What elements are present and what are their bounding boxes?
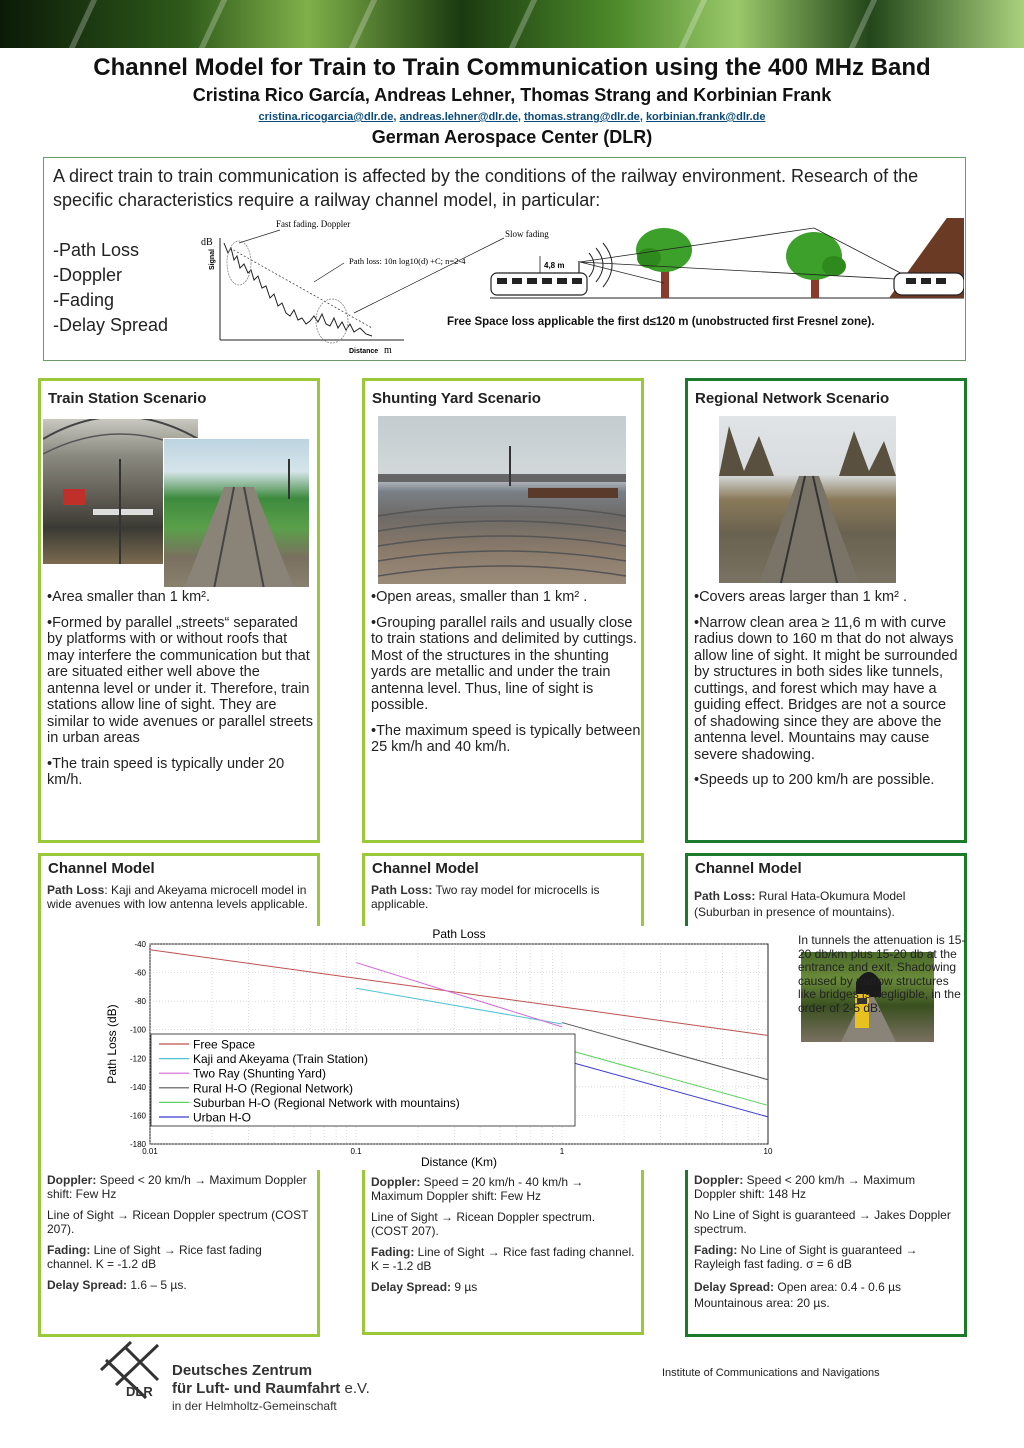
path-loss-text: Path Loss: Rural Hata-Okumura Model (Suburban in presence of mountains).: [694, 889, 906, 919]
y-tick-label: -160: [129, 1111, 146, 1121]
slow-fading-label: Slow fading: [505, 229, 549, 239]
dlr-name: Deutsches Zentrum für Luft- und Raumfahrt e.V.: [172, 1362, 370, 1397]
fresnel-note: Free Space loss applicable the first d≤120 m (unobstructed first Fresnel zone).: [447, 316, 875, 328]
y-tick-label: -80: [134, 997, 146, 1007]
path-loss-text: Path Loss: Two ray model for microcells is applicable.: [371, 883, 600, 911]
shunting-yard-box: [362, 378, 644, 843]
bullet: •Grouping parallel rails and usually close to train stations and delimited by cuttings. Most of the structures in the shunting yards are metallic and under the train antenna level. Thus, line of sight is possible.: [371, 614, 637, 713]
legend-entry: Two Ray (Shunting Yard): [193, 1066, 326, 1081]
bullet: •Narrow clean area ≥ 11,6 m with curve radius down to 160 m that do not always allow line of sight. It might be surrounded by structures in both sides like tunnels, cuttings, and forest which may have a guiding effect. Bridges are not a source of shadowing since they are above the antenna level. Mountains may cause severe shadowing.: [694, 614, 958, 763]
legend-entry: Suburban H-O (Regional Network with mountains): [193, 1095, 460, 1110]
intro-box: [43, 157, 966, 361]
x-tick-label: 10: [763, 1147, 773, 1156]
m-label: m: [384, 345, 392, 356]
legend-entry: Kaji and Akeyama (Train Station): [193, 1052, 368, 1067]
box-title: Channel Model: [372, 860, 479, 877]
y-tick-label: -100: [129, 1025, 146, 1035]
author-emails: cristina.ricogarcia@dlr.de, andreas.lehner@dlr.de, thomas.strang@dlr.de, korbinian.frank@dlr.de: [258, 111, 766, 123]
train-right: [894, 273, 964, 295]
email-link[interactable]: cristina.ricogarcia@dlr.de: [258, 111, 394, 123]
x-tick-label: 0.01: [142, 1147, 158, 1156]
y-tick-label: -140: [129, 1082, 146, 1092]
shunting-yard-photo: [378, 416, 626, 584]
tunnel-note: In tunnels the attenuation is 15-20 db/km plus 15-20 db at the entrance and exit. Shadowing caused by narrow structures like bridges is negligible, in the order of 2-5 dB.: [798, 933, 966, 1015]
bullet: •Covers areas larger than 1 km² .: [694, 589, 907, 605]
intro-list: [53, 238, 168, 338]
dlr-logo-icon: [96, 1340, 166, 1400]
bullet: •Formed by parallel „streets“ separated by platforms with or without roofs that may interfere the communication but that are situated either well above the antenna level or under it. Therefore, train stations allow line of sight. They are similar to wide avenues or parallel streets in urban areas: [47, 614, 313, 746]
box-title: Train Station Scenario: [48, 390, 207, 407]
legend-entry: Rural H-O (Regional Network): [193, 1081, 354, 1096]
regional-network-box: [685, 378, 967, 843]
legend-entry: Free Space: [193, 1037, 256, 1052]
signal-label: Signal: [209, 248, 216, 270]
bullet: •The maximum speed is typically between 25 km/h and 40 km/h.: [371, 722, 641, 755]
regional-network-text: [694, 589, 962, 798]
dlr-logo-text: DLR: [126, 1384, 153, 1399]
x-tick-label: 0.1: [350, 1147, 362, 1156]
y-axis-label: Path Loss (dB): [105, 1004, 119, 1084]
train-station-box: [38, 378, 320, 843]
bullet: •The train speed is typically under 20 km/h.: [47, 755, 285, 788]
path-loss-label: Path loss: 10n log10(d) +C; n=2-4: [349, 256, 466, 266]
footer-institute: Institute of Communications and Navigations: [662, 1367, 880, 1379]
train-station-text: [47, 589, 315, 798]
propagation-sketch: [194, 218, 964, 358]
y-tick-label: -180: [129, 1140, 146, 1149]
regional-track-photo: [719, 416, 896, 583]
rail-track-photo: [163, 438, 310, 588]
distance-label: Distance: [349, 348, 379, 355]
box-title: Channel Model: [695, 860, 802, 877]
train-left: [491, 261, 587, 295]
channel-details: Doppler: Speed < 20 km/h → Maximum Doppler shift: Few Hz Line of Sight → Ricean Doppler spectrum (COST 207). Fading: Line of Sight → Rice fast fading channel. K = -1.2 dB Delay Spread: 1.6 – 5 µs.: [47, 1173, 309, 1292]
box-title: Channel Model: [48, 860, 155, 877]
y-tick-label: -60: [134, 968, 146, 978]
bullet: •Area smaller than 1 km².: [47, 589, 211, 605]
tree-left-icon: [636, 228, 692, 298]
db-label: dB: [201, 237, 213, 248]
dlr-subtitle: in der Helmholtz-Gemeinschaft: [172, 1399, 337, 1413]
institution: German Aerospace Center (DLR): [371, 127, 653, 147]
channel-details: Doppler: Speed < 200 km/h → Maximum Doppler shift: 148 Hz No Line of Sight is guaranteed → Jakes Doppler spectrum. Fading: No Line of Sight is guaranteed → Rayleigh fast fading. σ = 6 dB Delay Spread: Open area: 0.4 - 0.6 µs Mountainous area: 20 µs.: [694, 1173, 951, 1310]
list-item: -Fading: [53, 290, 115, 310]
y-tick-label: -120: [129, 1054, 146, 1064]
email-link[interactable]: korbinian.frank@dlr.de: [645, 111, 766, 123]
list-item: -Path Loss: [53, 240, 140, 260]
x-axis-label: Distance (Km): [420, 1155, 498, 1169]
channel-details: Doppler: Speed = 20 km/h - 40 km/h → Maximum Doppler shift: Few Hz Line of Sight → Ricean Doppler spectrum. (COST 207). Fading: Line of Sight → Rice fast fading channel. K = -1.2 dB Delay Spread: 9 µs: [371, 1175, 635, 1294]
poster-title: Channel Model for Train to Train Communication using the 400 MHz Band: [93, 54, 931, 81]
path-loss-chart: [100, 926, 780, 1170]
y-tick-label: -40: [134, 940, 146, 949]
fast-fading-label: Fast fading. Doppler: [276, 219, 351, 229]
poster-authors: Cristina Rico García, Andreas Lehner, Thomas Strang and Korbinian Frank: [192, 85, 832, 105]
shunting-yard-text: [371, 589, 641, 765]
path-loss-text: Path Loss: Kaji and Akeyama microcell model in wide avenues with low antenna levels applicable.: [47, 883, 308, 911]
list-item: -Delay Spread: [53, 315, 169, 335]
chart-title: Path Loss: [432, 927, 486, 941]
height-label: 4,8 m: [544, 261, 565, 270]
box-title: Shunting Yard Scenario: [372, 390, 541, 407]
x-tick-label: 1: [559, 1147, 565, 1156]
bullet: •Speeds up to 200 km/h are possible.: [694, 772, 935, 788]
intro-text: A direct train to train communication is affected by the conditions of the railway environment. Research of the specific characteristics require a railway channel model, in particular:: [53, 166, 919, 210]
list-item: -Doppler: [53, 265, 123, 285]
email-link[interactable]: andreas.lehner@dlr.de: [399, 111, 518, 123]
chart-svg: [100, 926, 780, 1170]
tree-right-icon: [786, 232, 846, 298]
header-banner: [0, 0, 1024, 48]
legend-entry: Urban H-O: [193, 1110, 252, 1125]
box-title: Regional Network Scenario: [695, 390, 890, 407]
email-link[interactable]: thomas.strang@dlr.de: [523, 111, 640, 123]
bullet: •Open areas, smaller than 1 km² .: [371, 589, 588, 605]
